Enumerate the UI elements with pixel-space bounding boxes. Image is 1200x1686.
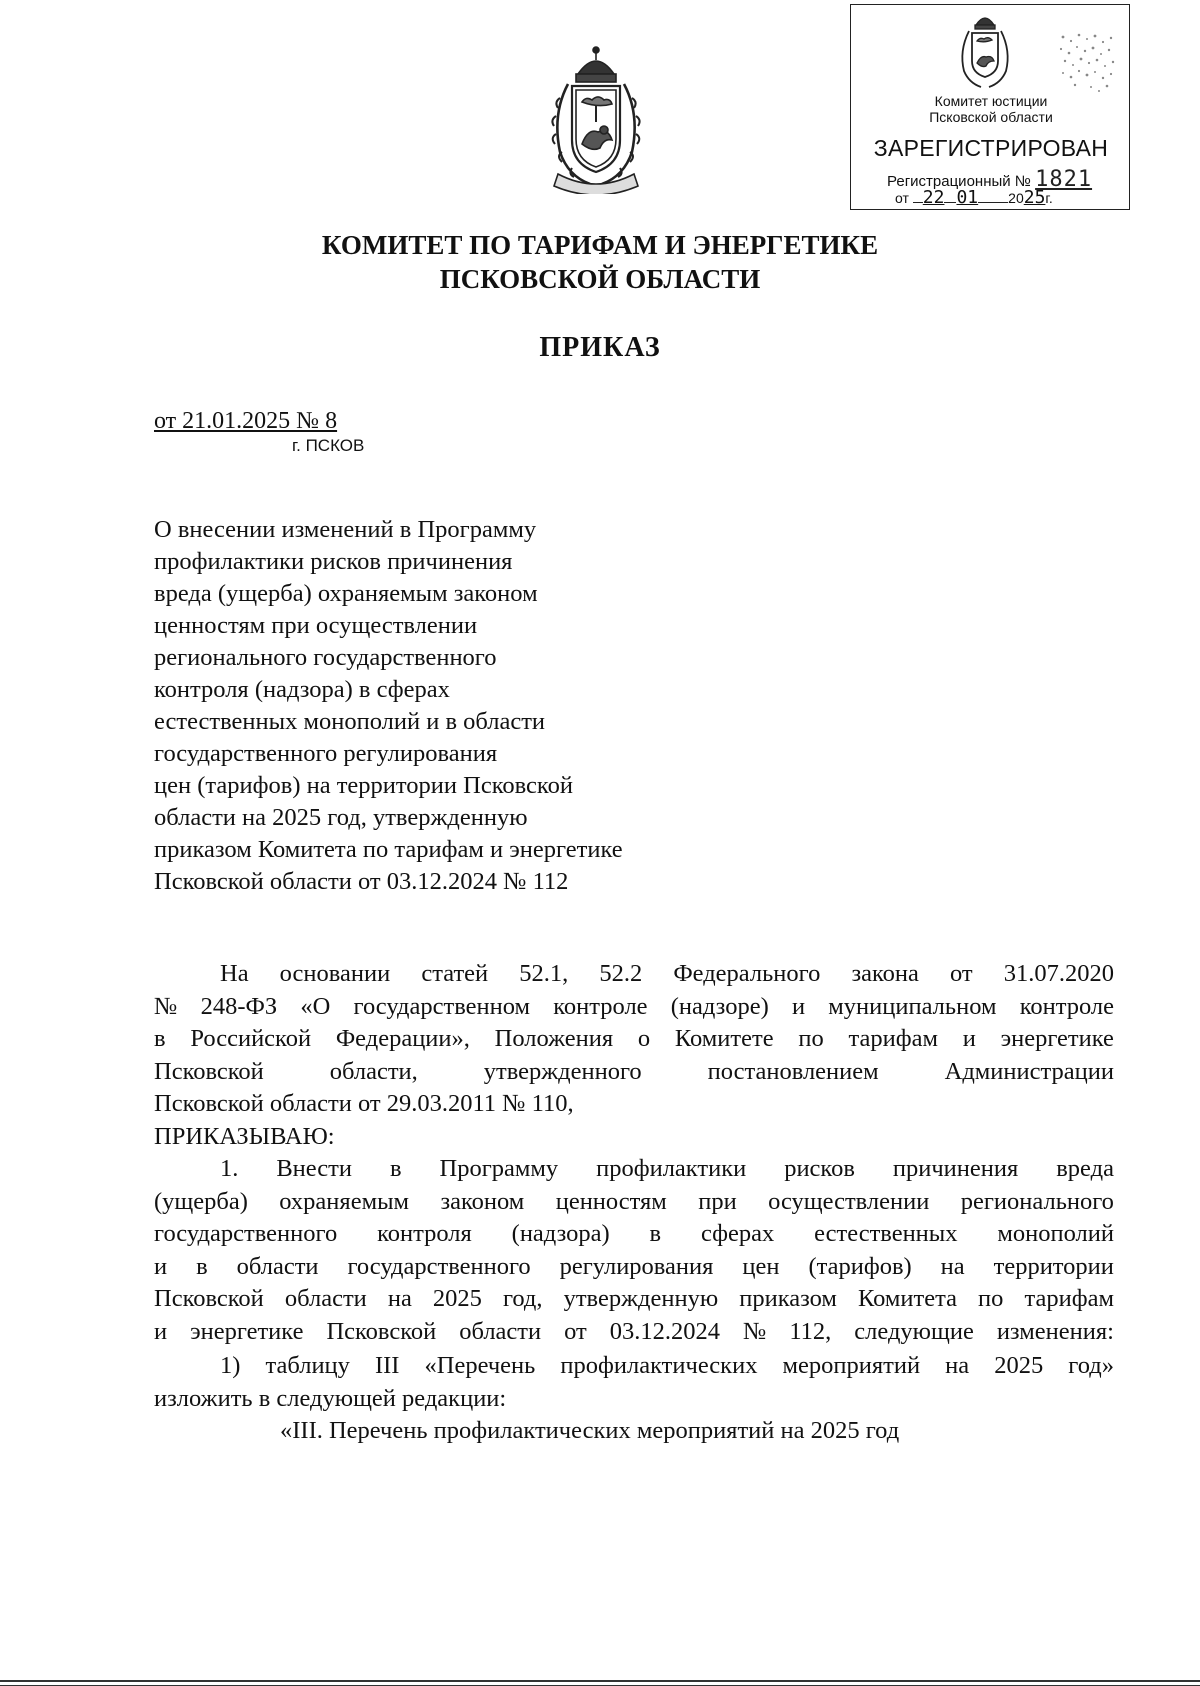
subject-line: вреда (ущерба) охраняемым законом	[154, 580, 538, 607]
word: 52.2	[599, 960, 643, 987]
word: законом	[440, 1187, 525, 1215]
word: профилактики	[596, 1155, 747, 1182]
stamp-date-year-suffix: 25	[1023, 187, 1046, 208]
subject-line: ценностям при осуществлении	[154, 612, 478, 639]
word: причинения	[892, 1155, 1019, 1182]
word: при	[698, 1187, 737, 1215]
word: энергетике	[190, 1317, 304, 1345]
word: энергетике	[1000, 1025, 1114, 1052]
word: (ущерба)	[154, 1187, 248, 1215]
word: III	[374, 1352, 400, 1379]
subject-line: государственного регулирования	[154, 740, 498, 767]
word: год»	[1068, 1352, 1114, 1379]
word: на	[387, 1285, 412, 1312]
word: сферах	[700, 1220, 775, 1247]
word: естественных	[814, 1220, 958, 1247]
item1-line	[154, 1251, 1114, 1284]
word: и	[154, 1317, 168, 1345]
word: государственном	[353, 992, 531, 1020]
word: утвержденного	[483, 1057, 642, 1085]
word: год,	[502, 1285, 543, 1312]
subject-line: области на 2025 год, утвержденную	[154, 804, 528, 831]
word: Администрации	[944, 1057, 1114, 1085]
word: профилактических	[560, 1352, 758, 1379]
word: закона	[851, 960, 919, 987]
subject-line: Псковской области от 03.12.2024 № 112	[154, 868, 569, 895]
word: на	[945, 1352, 970, 1379]
word: на	[940, 1252, 965, 1280]
word: и	[154, 1252, 168, 1280]
item1-line	[154, 1283, 1114, 1316]
word: регулирования	[559, 1252, 714, 1280]
word: области	[459, 1317, 542, 1345]
subitem1-line	[154, 1350, 1114, 1383]
word: Программу	[439, 1155, 559, 1182]
word: государственного	[347, 1252, 531, 1280]
subject-line: контроля (надзора) в сферах	[154, 676, 450, 703]
document-body	[154, 958, 1114, 1448]
stamp-date-day: 22	[922, 187, 945, 208]
word: 112,	[789, 1317, 832, 1345]
word: следующие	[854, 1317, 974, 1345]
word: монополий	[997, 1220, 1114, 1247]
subject-line: приказом Комитета по тарифам и энергетике	[154, 836, 623, 863]
document-subject	[154, 514, 623, 898]
word: осуществлении	[768, 1187, 930, 1215]
word: Внести	[276, 1155, 352, 1182]
document-city: г. ПСКОВ	[292, 436, 365, 455]
stamp-registration-date	[895, 187, 1053, 208]
subject-line: О внесении изменений в Программу	[154, 516, 537, 543]
word: Комитете	[674, 1025, 774, 1052]
subject-line: естественных монополий и в области	[154, 708, 546, 735]
preamble-line	[154, 991, 1114, 1024]
preamble-line	[154, 958, 1114, 991]
subject-line: профилактики рисков причинения	[154, 548, 513, 575]
word: о	[637, 1025, 651, 1052]
page-bottom-border	[0, 1680, 1200, 1682]
word: контроле	[553, 992, 648, 1020]
registration-stamp	[850, 4, 1130, 210]
org-title-line2: ПСКОВСКОЙ ОБЛАСТИ	[439, 264, 761, 294]
word: «О	[300, 992, 331, 1020]
item1-line	[154, 1153, 1114, 1186]
word: основании	[279, 960, 391, 987]
subitem1-line: изложить в следующей редакции:	[154, 1384, 507, 1412]
word: Псковской	[154, 1057, 264, 1085]
word: 2025	[432, 1285, 482, 1312]
word: Псковской	[326, 1317, 437, 1345]
word: рисков	[784, 1155, 855, 1182]
word: ценностям	[555, 1187, 667, 1215]
word: Положения	[494, 1025, 614, 1052]
item1-line	[154, 1316, 1114, 1349]
subitem1-paragraph	[154, 1350, 1114, 1415]
word: мероприятий	[782, 1352, 921, 1379]
word: области	[236, 1252, 319, 1280]
word: области	[284, 1285, 367, 1312]
word: от	[564, 1317, 587, 1345]
stamp-org-line2: Псковской области	[929, 109, 1053, 125]
pskov-coat-of-arms-emblem	[538, 44, 654, 194]
word: 2025	[994, 1352, 1044, 1379]
word: от	[950, 960, 973, 987]
stamp-date-year-prefix: 20	[1008, 190, 1024, 206]
word: На	[220, 960, 249, 987]
org-title-line1: КОМИТЕТ ПО ТАРИФАМ И ЭНЕРГЕТИКЕ	[321, 230, 879, 260]
stamp-status: ЗАРЕГИСТРИРОВАН	[873, 135, 1109, 161]
preamble-line: Псковской области от 29.03.2011 № 110,	[154, 1090, 574, 1117]
word: вреда	[1056, 1155, 1114, 1182]
word: области,	[329, 1057, 418, 1085]
item1-line	[154, 1218, 1114, 1251]
word: Комитета	[857, 1285, 957, 1312]
word: 03.12.2024	[609, 1317, 720, 1345]
word: (надзоре)	[670, 992, 769, 1020]
word: изменения:	[996, 1317, 1114, 1345]
preamble-paragraph	[154, 958, 1114, 1121]
subject-line: регионального государственного	[154, 644, 497, 671]
table-heading: «III. Перечень профилактических мероприятий на 2025 год	[280, 1417, 900, 1444]
subject-line: цен (тарифов) на территории Псковской	[154, 772, 573, 799]
word: №	[742, 1317, 767, 1345]
document-type: ПРИКАЗ	[539, 332, 661, 363]
word: в	[154, 1025, 166, 1052]
word: приказом	[739, 1285, 837, 1312]
small-coat-of-arms-emblem	[954, 11, 1016, 91]
word: №	[154, 992, 178, 1020]
word: муниципальном	[828, 992, 997, 1020]
word: и	[962, 1025, 976, 1052]
word: 248-ФЗ	[200, 992, 278, 1020]
word: регионального	[960, 1187, 1114, 1215]
word: контроля	[377, 1220, 472, 1247]
preamble-line	[154, 1056, 1114, 1089]
word: в	[389, 1155, 402, 1182]
word: территории	[993, 1252, 1114, 1280]
word: Федерации»,	[335, 1025, 470, 1052]
word: «Перечень	[424, 1352, 536, 1379]
word: статей	[421, 960, 489, 987]
order-word: ПРИКАЗЫВАЮ:	[154, 1122, 335, 1150]
word: по	[798, 1025, 824, 1052]
item1-line	[154, 1186, 1114, 1219]
word: утвержденную	[563, 1285, 719, 1312]
word: Федерального	[673, 960, 821, 987]
word: тарифам	[848, 1025, 938, 1052]
word: Российской	[190, 1025, 312, 1052]
word: 52.1,	[519, 960, 569, 987]
word: таблицу	[265, 1352, 350, 1379]
word: (тарифов)	[808, 1252, 912, 1280]
word: 1.	[220, 1155, 239, 1182]
word: в	[196, 1252, 208, 1280]
stamp-number-value: 1821	[1035, 167, 1093, 192]
word: государственного	[154, 1220, 338, 1247]
item1-paragraph	[154, 1153, 1114, 1348]
stamp-date-month: 01	[956, 187, 979, 208]
preamble-line	[154, 1023, 1114, 1056]
stamp-org-line1: Комитет юстиции	[934, 93, 1048, 109]
word: по	[978, 1285, 1004, 1312]
word: контроле	[1019, 992, 1114, 1020]
word: Псковской	[154, 1285, 264, 1312]
word: цен	[742, 1252, 780, 1280]
dotted-seal-impression	[1051, 27, 1121, 97]
stamp-number-label: Регистрационный №	[887, 173, 1031, 190]
stamp-date-prefix: от	[895, 190, 909, 206]
word: в	[649, 1220, 662, 1247]
word: и	[791, 992, 806, 1020]
word: 31.07.2020	[1003, 960, 1114, 987]
word: постановлением	[707, 1057, 879, 1085]
word: тарифам	[1024, 1285, 1114, 1312]
document-date-number: от 21.01.2025 № 8	[154, 408, 338, 434]
word: 1)	[220, 1352, 241, 1379]
word: охраняемым	[279, 1187, 410, 1215]
stamp-date-suffix: г.	[1045, 190, 1053, 206]
word: (надзора)	[511, 1220, 610, 1247]
